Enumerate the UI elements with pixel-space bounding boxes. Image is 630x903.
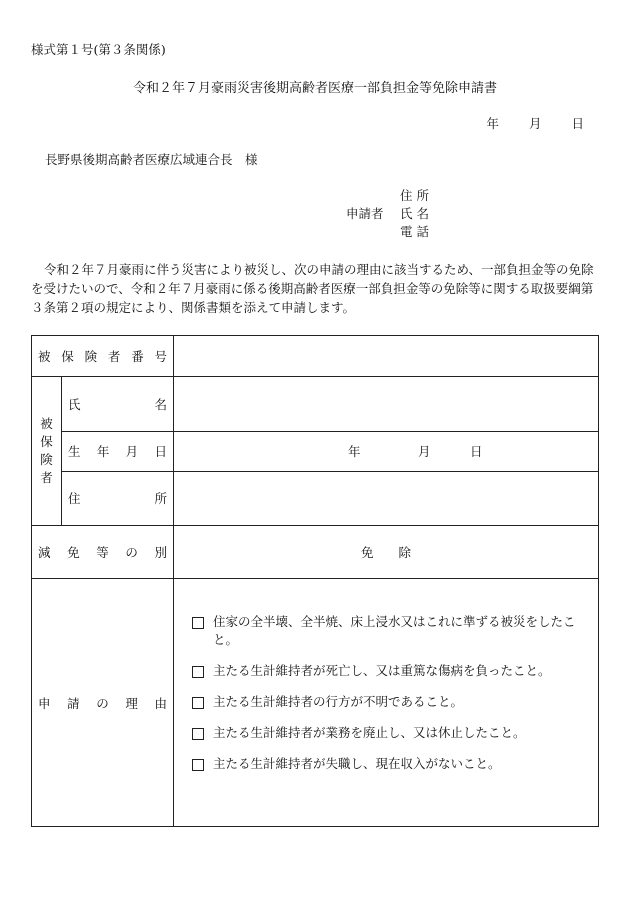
document-title: 令和２年７月豪雨災害後期高齢者医療一部負担金等免除申請書	[132, 81, 497, 96]
reason-item[interactable]: 主たる生計維持者が死亡し、又は重篤な傷病を負ったこと。	[190, 662, 590, 680]
reason-item[interactable]: 主たる生計維持者の行方が不明であること。	[190, 693, 590, 711]
reason-item[interactable]: 住家の全半壊、全半焼、床上浸水又はこれに準ずる被災をしたこと。	[190, 613, 590, 649]
birthdate-month: 月	[418, 444, 431, 459]
checkbox[interactable]	[192, 728, 204, 740]
date-day: 日	[571, 116, 584, 131]
birthdate-day: 日	[470, 444, 483, 459]
checkbox[interactable]	[192, 759, 204, 771]
applicant-name-label: 氏 名	[400, 206, 429, 221]
exemption-type-value: 免 除	[360, 544, 411, 560]
address-field[interactable]	[174, 471, 598, 525]
addressee: 長野県後期高齢者医療広域連合長 様	[45, 152, 258, 167]
reason-label: 申 請 の 理 由	[38, 695, 167, 711]
form-id: 様式第１号(第３条関係)	[31, 42, 166, 57]
applicant-phone-label: 電 話	[400, 224, 429, 239]
birthdate-field[interactable]	[174, 431, 598, 471]
checkbox[interactable]	[192, 697, 204, 709]
insured-number-field[interactable]	[174, 336, 598, 376]
applicant-address-label: 住 所	[400, 188, 429, 203]
address-label: 住 所	[68, 491, 167, 506]
birthdate-label: 生 年 月 日	[68, 444, 167, 459]
reason-item[interactable]: 主たる生計維持者が失職し、現在収入がないこと。	[190, 755, 590, 773]
date-month: 月	[528, 116, 542, 131]
insured-person-label: 被 保 険 者	[40, 415, 53, 485]
exemption-type-label: 減 免 等 の 別	[38, 544, 167, 560]
date-year: 年	[486, 116, 499, 131]
date-line	[456, 114, 584, 132]
name-field[interactable]	[174, 376, 598, 431]
reason-list	[190, 613, 590, 786]
reason-item[interactable]: 主たる生計維持者が業務を廃止し、又は休止したこと。	[190, 724, 590, 742]
applicant-label: 申請者	[346, 206, 384, 221]
checkbox[interactable]	[192, 617, 204, 629]
application-table	[31, 335, 599, 827]
insured-number-label: 被 保 険 者 番 号	[38, 349, 167, 364]
checkbox[interactable]	[192, 666, 204, 678]
birthdate-year: 年	[348, 444, 361, 459]
name-label: 氏 名	[68, 396, 167, 412]
body-text: 令和２年７月豪雨に伴う災害により被災し、次の申請の理由に該当するため、一部負担金等の免除を受けたいので、令和２年７月豪雨に係る後期高齢者医療一部負担金等の免除等に関する取扱要綱第３条第２項の規定により、関係書類を添えて申請します。	[31, 262, 594, 315]
applicant-block	[346, 187, 429, 241]
